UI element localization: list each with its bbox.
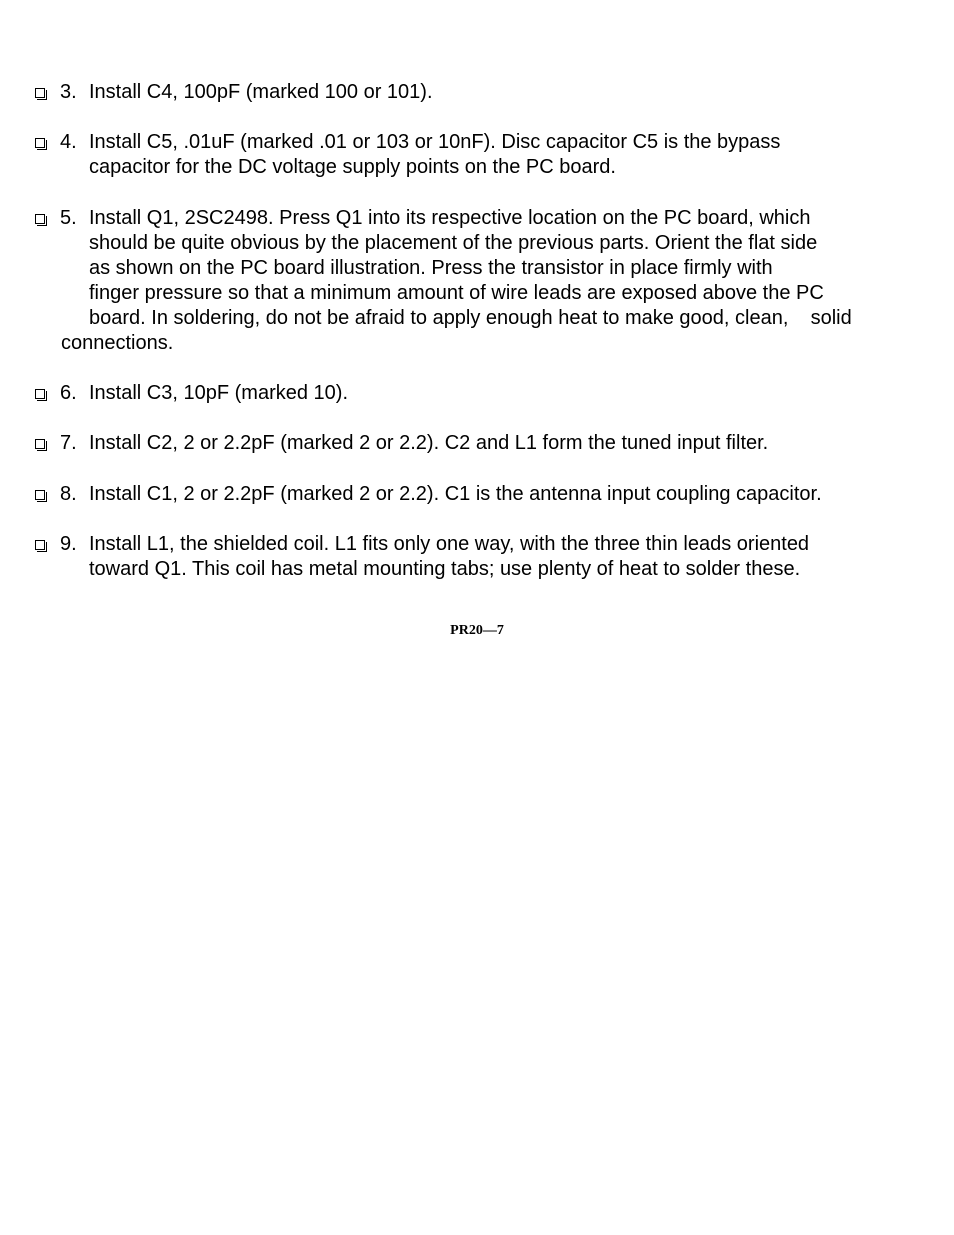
checkbox-icon[interactable] bbox=[35, 540, 45, 550]
step-text-line: as shown on the PC board illustration. Press the transistor in place firmly with bbox=[89, 257, 773, 279]
step-text-line: capacitor for the DC voltage supply points on the PC board. bbox=[89, 156, 616, 178]
checkbox-icon[interactable] bbox=[35, 439, 45, 449]
step-number: 4. bbox=[60, 131, 77, 153]
checkbox-icon[interactable] bbox=[35, 389, 45, 399]
step-number: 6. bbox=[60, 382, 77, 404]
step-number: 5. bbox=[60, 207, 77, 229]
step-text-line: connections. bbox=[61, 332, 174, 354]
step-text-line: should be quite obvious by the placement of the previous parts. Orient the flat side bbox=[89, 232, 818, 254]
step-text-line: Install C5, .01uF (marked .01 or 103 or 10nF). Disc capacitor C5 is the bypass bbox=[89, 131, 781, 153]
page-footer: PR20—7 bbox=[450, 623, 504, 638]
step-text-line: toward Q1. This coil has metal mounting tabs; use plenty of heat to solder these. bbox=[89, 558, 801, 580]
step-text-line: finger pressure so that a minimum amount of wire leads are exposed above the PC bbox=[89, 282, 824, 304]
step-text-line: board. In soldering, do not be afraid to apply enough heat to make good, clean, solid bbox=[89, 307, 852, 329]
step-number: 3. bbox=[60, 81, 77, 103]
step-text-line: Install L1, the shielded coil. L1 fits only one way, with the three thin leads oriented bbox=[89, 533, 810, 555]
step-number: 8. bbox=[60, 483, 77, 505]
step-text-line: Install C2, 2 or 2.2pF (marked 2 or 2.2). C2 and L1 form the tuned input filter. bbox=[89, 432, 769, 454]
step-text-line: Install Q1, 2SC2498. Press Q1 into its respective location on the PC board, which bbox=[89, 207, 811, 229]
step-text-line: Install C4, 100pF (marked 100 or 101). bbox=[89, 81, 433, 103]
step-number: 7. bbox=[60, 432, 77, 454]
checkbox-icon[interactable] bbox=[35, 490, 45, 500]
step-text-line: Install C1, 2 or 2.2pF (marked 2 or 2.2). C1 is the antenna input coupling capacitor. bbox=[89, 483, 822, 505]
checkbox-icon[interactable] bbox=[35, 138, 45, 148]
step-number: 9. bbox=[60, 533, 77, 555]
checkbox-icon[interactable] bbox=[35, 214, 45, 224]
checkbox-icon[interactable] bbox=[35, 88, 45, 98]
step-text-line: Install C3, 10pF (marked 10). bbox=[89, 382, 348, 404]
